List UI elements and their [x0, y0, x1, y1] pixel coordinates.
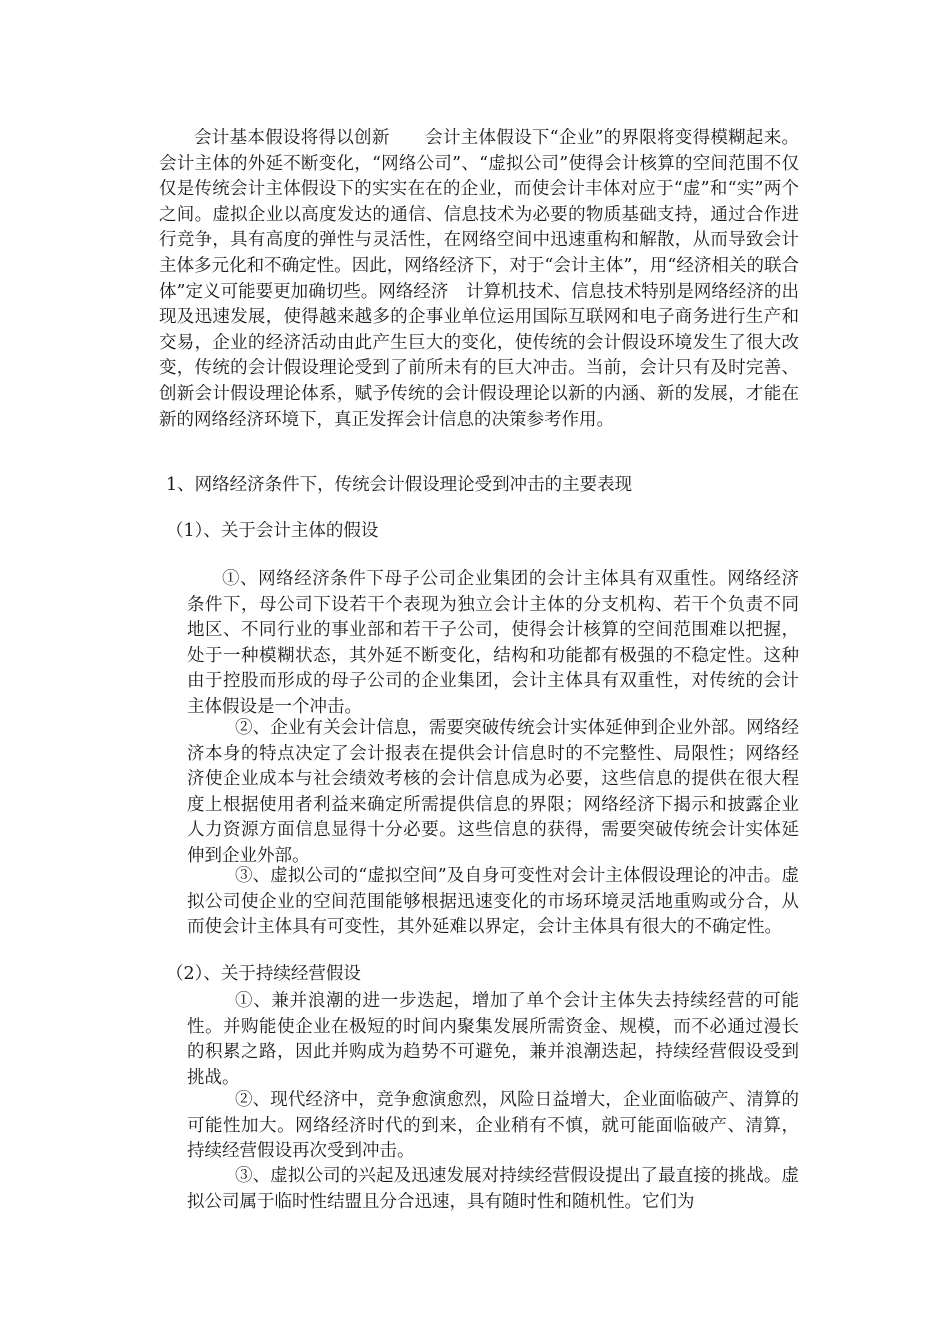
section-heading-1: 1、网络经济条件下，传统会计假设理论受到冲击的主要表现: [166, 475, 633, 495]
paragraph-going-concern-item-3: ③、虚拟公司的兴起及迅速发展对持续经营假设提出了最直接的挑战。虚拟公司属于临时性结盟且分合迅速，具有随时性和随机性。它们为: [187, 1166, 799, 1212]
intro-paragraph: 会计基本假设将得以创新 会计主体假设下“企业”的界限将变得模糊起来。会计主体的外延不断变化，“网络公司”、“虚拟公司”使得会计核算的空间范围不仅仅是传统会计主体假设下的实实在在的企业，而使会计丰体对应于“虚”和“实”两个之间。虚拟企业以高度发达的通信、信息技术为必要的物质基础支持，通过合作进行竞争，具有高度的弹性与灵活性，在网络空间中迅速重构和解散，从而导致会计主体多元化和不确定性。因此，网络经济下，对于“会计主体”，用“经济相关的联合体”定义可能要更加确切些。网络经济 计算机技术、信息技术特别是网络经济的出现及迅速发展，使得越来越多的企事业单位运用国际互联网和电子商务进行生产和交易，企业的经济活动由此产生巨大的变化，使传统的会计假设环境发生了很大改变，传统的会计假设理论受到了前所未有的巨大冲击。当前，会计只有及时完善、创新会计假设理论体系，赋予传统的会计假设理论以新的内涵、新的发展，才能在新的网络经济环境下，真正发挥会计信息的决策参考作用。: [159, 128, 799, 430]
paragraph-going-concern-item-2: ②、现代经济中，竞争愈演愈烈，风险日益增大，企业面临破产、清算的可能性加大。网络经济时代的到来，企业稍有不慎，就可能面临破产、清算，持续经营假设再次受到冲击。: [187, 1090, 799, 1162]
paragraph-entity-item-3: ③、虚拟公司的“虚拟空间”及自身可变性对会计主体假设理论的冲击。虚拟公司使企业的空间范围能够根据迅速变化的市场环境灵活地重购或分合，从而使会计主体具有可变性，其外延难以界定，会计主体具有很大的不确定性。: [187, 866, 799, 938]
paragraph-entity-item-2: ②、企业有关会计信息，需要突破传统会计实体延伸到企业外部。网络经济本身的特点决定了会计报表在提供会计信息时的不完整性、局限性；网络经济使企业成本与社会绩效考核的会计信息成为必要，这些信息的提供在很大程度上根据使用者利益来确定所需提供信息的界限；网络经济下揭示和披露企业人力资源方面信息显得十分必要。这些信息的获得，需要突破传统会计实体延伸到企业外部。: [187, 718, 799, 866]
paragraph-going-concern-item-1: ①、兼并浪潮的进一步迭起，增加了单个会计主体失去持续经营的可能性。并购能使企业在极短的时间内聚集发展所需资金、规模，而不必通过漫长的积累之路，因此并购成为趋势不可避免，兼并浪潮迭起，持续经营假设受到挑战。: [187, 991, 799, 1088]
subsection-heading-accounting-entity: （1）、关于会计主体的假设: [166, 521, 379, 541]
subsection-heading-going-concern: （2）、关于持续经营假设: [166, 964, 361, 984]
paragraph-entity-item-1: ①、网络经济条件下母子公司企业集团的会计主体具有双重性。网络经济条件下，母公司下设若干个表现为独立会计主体的分支机构、若干个负责不同地区、不同行业的事业部和若干子公司，使得会计核算的空间范围难以把握，处于一种模糊状态，其外延不断变化，结构和功能都有极强的不稳定性。这种由于控股而形成的母子公司的企业集团，会计主体具有双重性，对传统的会计主体假设是一个冲击。: [187, 569, 799, 717]
